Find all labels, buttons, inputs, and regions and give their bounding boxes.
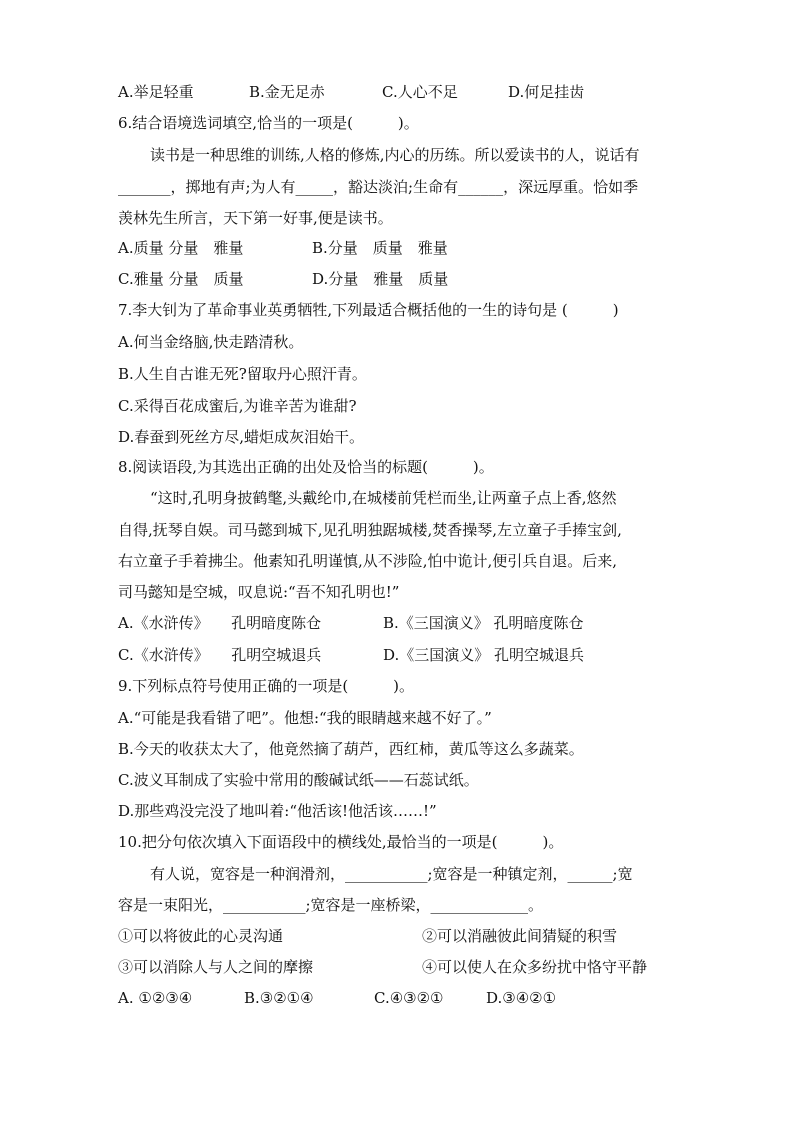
q10-option-b: B.③②①④ (244, 989, 314, 1007)
q6-option-a: A.质量 分量 雅量 (118, 239, 244, 257)
q8-option-b: B.《三国演义》 孔明暗度陈仓 (383, 614, 584, 632)
q8-option-a: A.《水浒传》 孔明暗度陈仓 (118, 614, 322, 632)
q10-clause-1: ①可以将彼此的心灵沟通 (118, 927, 284, 945)
q7-option-d: D.春蚕到死丝方尽,蜡炬成灰泪始干。 (118, 428, 365, 446)
q9-option-b: B.今天的收获太大了，他竟然摘了葫芦，西红柿，黄瓜等这么多蔬菜。 (118, 740, 584, 758)
q6-passage-line: 读书是一种思维的训练,人格的修炼,内心的历练。所以爱读书的人，说话有 (150, 146, 640, 164)
q10-option-c: C.④③②① (374, 989, 444, 1007)
q9-stem: 9.下列标点符号使用正确的一项是( )。 (118, 677, 415, 695)
q8-passage-line: “这时,孔明身披鹤氅,头戴纶巾,在城楼前凭栏而坐,让两童子点上香,悠然 (150, 489, 617, 507)
q7-option-c: C.采得百花成蜜后,为谁辛苦为谁甜? (118, 397, 357, 415)
q10-clause-2: ②可以消融彼此间猜疑的积雪 (422, 927, 618, 945)
q8-stem: 8.阅读语段,为其选出正确的出处及恰当的标题( )。 (118, 458, 494, 476)
q10-passage-line: 有人说，宽容是一种润滑剂，___________;宽容是一种镇定剂，______;宽 (150, 865, 633, 883)
q7-option-a: A.何当金络脑,快走踏清秋。 (118, 333, 304, 351)
q5-option-a: A.举足轻重 (118, 83, 194, 101)
q6-passage-line: _______，掷地有声;为人有_____，豁达淡泊;生命有______，深远厚重。恰如季 (118, 178, 639, 196)
q10-option-d: D.③④②① (486, 989, 557, 1007)
q8-option-d: D.《三国演义》 孔明空城退兵 (383, 646, 585, 664)
q7-option-b: B.人生自古谁无死?留取丹心照汗青。 (118, 365, 367, 383)
q10-clause-3: ③可以消除人与人之间的摩擦 (118, 958, 314, 976)
q5-option-c: C.人心不足 (382, 83, 458, 101)
q10-clause-4: ④可以使人在众多纷扰中恪守平静 (422, 958, 648, 976)
q6-option-b: B.分量 质量 雅量 (312, 239, 448, 257)
q7-stem: 7.李大钊为了革命事业英勇牺牲,下列最适合概括他的一生的诗句是 ( ) (118, 301, 619, 319)
q6-stem: 6.结合语境选词填空,恰当的一项是( )。 (118, 114, 419, 132)
q9-option-c: C.波义耳制成了实验中常用的酸碱试纸——石蕊试纸。 (118, 771, 479, 789)
q6-passage-line: 羡林先生所言，天下第一好事,便是读书。 (118, 209, 393, 227)
q8-passage-line: 自得,抚琴自娱。司马懿到城下,见孔明独踞城楼,焚香操琴,左立童子手捧宝剑, (118, 521, 622, 539)
q6-option-d: D.分量 雅量 质量 (312, 270, 449, 288)
q8-passage-line: 右立童子手着拂尘。他素知孔明谨慎,从不涉险,怕中诡计,便引兵自退。后来, (118, 552, 618, 570)
q8-passage-line: 司马懿知是空城，叹息说:“吾不知孔明也!” (118, 583, 400, 601)
q10-passage-line: 容是一束阳光，___________;宽容是一座桥梁，_____________。 (118, 896, 544, 914)
q9-option-d: D.那些鸡没完没了地叫着:“他活该!他活该……!” (118, 802, 437, 820)
q10-stem: 10.把分句依次填入下面语段中的横线处,最恰当的一项是( )。 (118, 833, 564, 851)
q8-option-c: C.《水浒传》 孔明空城退兵 (118, 646, 322, 664)
q5-option-b: B.金无足赤 (249, 83, 325, 101)
q6-option-c: C.雅量 分量 质量 (118, 270, 244, 288)
q10-option-a: A. ①②③④ (118, 989, 193, 1007)
q9-option-a: A.“可能是我看错了吧”。他想:“我的眼睛越来越不好了。” (118, 709, 492, 727)
q5-option-d: D.何足挂齿 (508, 83, 585, 101)
